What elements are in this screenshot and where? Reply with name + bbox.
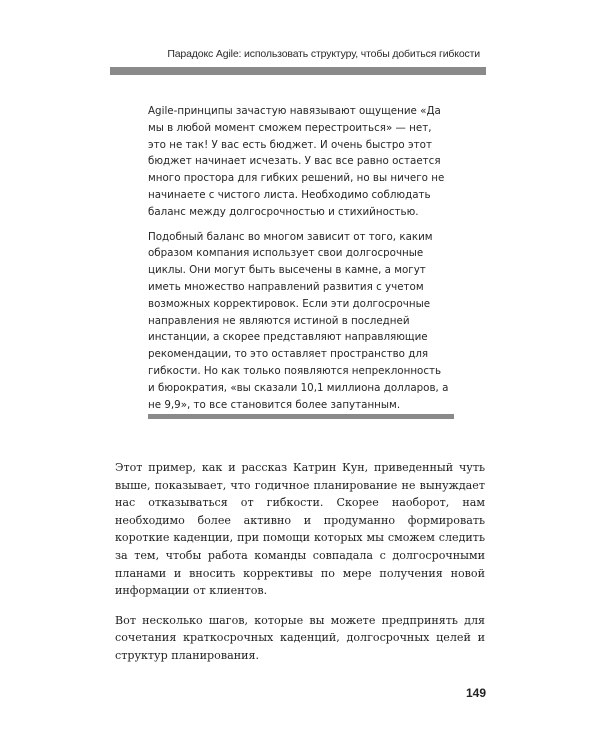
main-text <box>115 459 485 665</box>
page-number: 149 <box>465 686 486 700</box>
sidebar-bottom-rule <box>148 414 454 419</box>
sidebar-paragraph: Agile-принципы зачастую навязывают ощущение «Да мы в любой момент сможем перестроиться» — нет, это не так! У вас есть бюджет. И очень быстро этот бюджет начинает исчезать. У вас все равно остается много простора для гибких решений, но вы ничего не начинаете с чистого листа. Необходимо соблюдать баланс между долгосрочностью и стихийностью. <box>148 105 445 218</box>
header-rule <box>110 67 486 75</box>
body-paragraph: Вот несколько шагов, которые вы можете предпринять для сочетания краткосрочных каденций, долгосрочных целей и структур планирования. <box>115 613 485 662</box>
sidebar-quote-box <box>148 103 450 413</box>
sidebar-paragraph: Подобный баланс во многом зависит от того, каким образом компания использует свои долгосрочные циклы. Они могут быть высечены в камне, а могут иметь множество направлений развития с учетом возможных корректировок. Если эти долгосрочные направления не являются истиной в последней инстанции, а скорее представляют направляющие рекомендации, то это оставляет пространство для гибкости. Но как только появляются непреклонность и бюрократия, «вы сказали 10,1 миллиона долларов, а не 9,9», то все становится более запутанным. <box>148 230 449 411</box>
running-header-title: Парадокс Agile: использовать структуру, чтобы добиться гибкости <box>167 48 480 60</box>
body-paragraph: Этот пример, как и рассказ Катрин Кун, приведенный чуть выше, показывает, что годичное планирование не вынуждает нас отказываться от гибкости. Скорее наоборот, нам необходимо более активно и продуманно формировать короткие каденции, при помощи которых мы сможем следить за тем, чтобы работа команды совпадала с долгосрочными планами и вносить коррективы по мере получения новой информации от клиентов. <box>115 461 485 598</box>
